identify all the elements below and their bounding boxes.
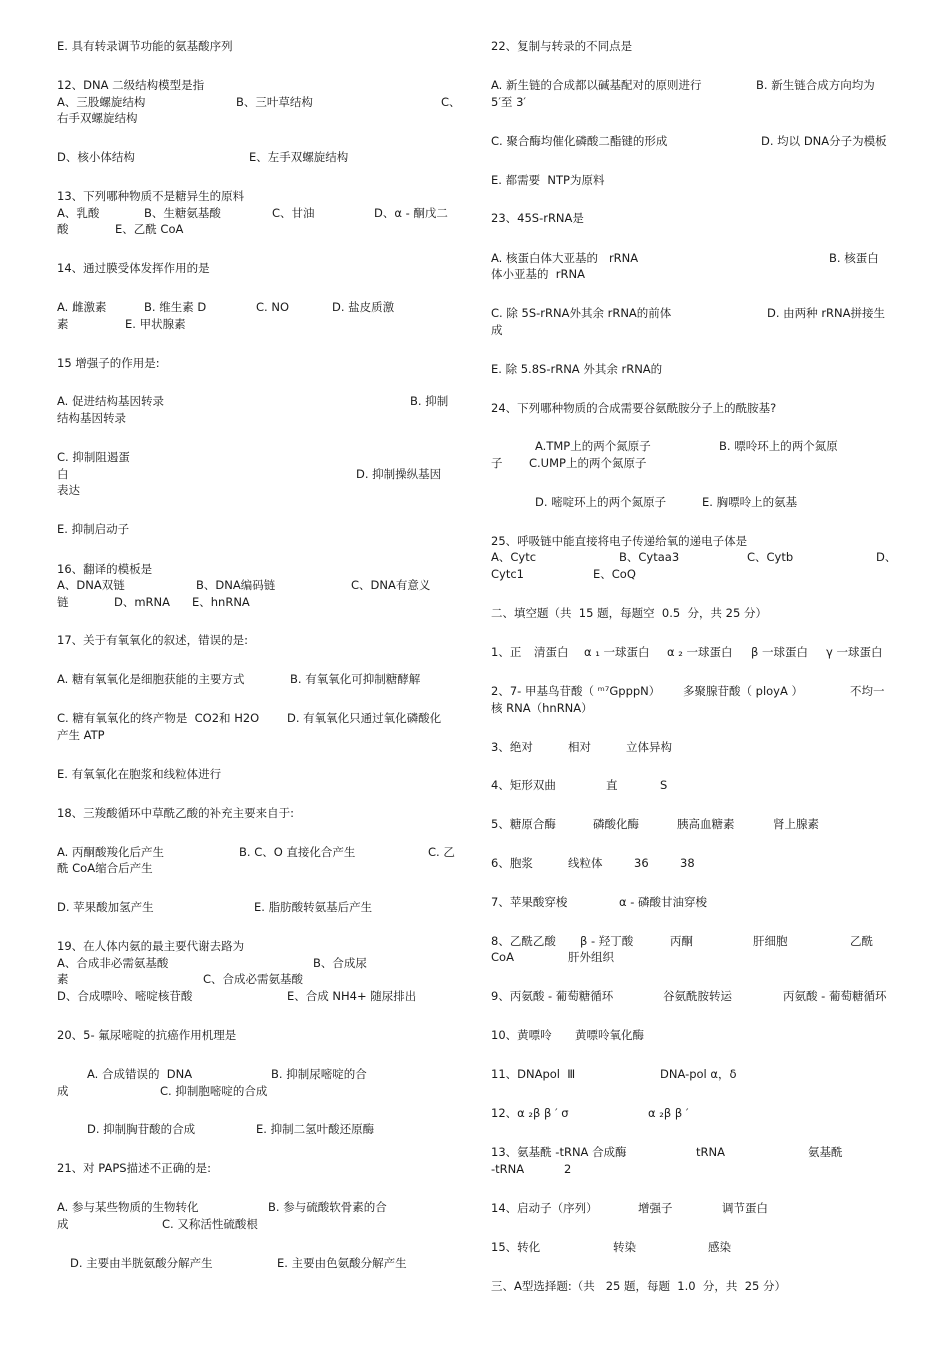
q13-option-b: B、生糖氨基酸 <box>144 206 221 220</box>
fill-7-item: 7、苹果酸穿梭 <box>491 895 568 909</box>
fill-11-item: 11、DNApol Ⅲ <box>491 1067 576 1081</box>
fill-15-item: 转染 <box>613 1240 636 1254</box>
q15-option-b-cont: 结构基因转录 <box>57 411 126 425</box>
q16-option-c-cont: 链 <box>57 595 69 609</box>
fill-13-item: 13、氨基酰 -tRNA 合成酶 <box>491 1145 627 1159</box>
q13-option-d-cont: 酸 <box>57 222 69 236</box>
fill-8-item: 肝细胞 <box>753 934 788 948</box>
q14-option-c: C. NO <box>256 300 289 314</box>
q23-option-d: D. 由两种 rRNA拼接生 <box>767 306 886 320</box>
q14-option-d-cont: 素 <box>57 317 69 331</box>
fill-3-item: 立体异构 <box>626 740 672 754</box>
fill-8-item: 8、乙酰乙酸 <box>491 934 556 948</box>
fill-5-item: 肾上腺素 <box>773 817 819 831</box>
q16-option-d: D、mRNA <box>114 595 171 609</box>
fill-7-item: α - 磷酸甘油穿梭 <box>619 895 708 909</box>
q25-option-b: B、Cytaa3 <box>619 550 680 564</box>
fill-8-cont: 肝外组织 <box>568 950 614 964</box>
q22-option-a: A. 新生链的合成都以碱基配对的原则进行 <box>491 78 702 92</box>
fill-5-item: 磷酸化酶 <box>593 817 639 831</box>
fill-13-item: tRNA <box>696 1145 725 1159</box>
q17-option-e: E. 有氧氧化在胞浆和线粒体进行 <box>57 767 222 781</box>
q13-option-a: A、乳酸 <box>57 206 100 220</box>
fill-10-item: 黄嘌呤氧化酶 <box>575 1028 644 1042</box>
q25-option-d: D、 <box>876 550 897 564</box>
fill-10-item: 10、黄嘌呤 <box>491 1028 552 1042</box>
fill-6-item: 6、胞浆 <box>491 856 533 870</box>
q24-option-b-cont: 子 <box>491 456 503 470</box>
q22-option-b: B. 新生链合成方向均为 <box>756 78 875 92</box>
q14-stem: 14、通过膜受体发挥作用的是 <box>57 261 210 275</box>
q23-option-b-cont: 体小亚基的 rRNA <box>491 267 585 281</box>
fill-15-item: 感染 <box>708 1240 731 1254</box>
q20-option-e: E. 抑制二氢叶酸还原酶 <box>256 1122 375 1136</box>
fill-6-item: 38 <box>680 856 695 870</box>
q21-option-b-cont: 成 <box>57 1217 69 1231</box>
section-2-title: 二、填空题（共 15 题，每题空 0.5 分，共 25 分） <box>491 606 767 620</box>
q12-stem: 12、DNA 二级结构模型是指 <box>57 78 205 92</box>
fill-13-item: 氨基酰 <box>808 1145 843 1159</box>
fill-3-item: 相对 <box>568 740 591 754</box>
q11-option-e: E. 具有转录调节功能的氨基酸序列 <box>57 39 233 53</box>
fill-2-item: 不均一 <box>850 684 885 698</box>
q25-option-d-cont: Cytc1 <box>491 567 524 581</box>
q16-option-c: C、DNA有意义 <box>351 578 431 592</box>
q17-stem: 17、关于有氧氧化的叙述，错误的是: <box>57 633 249 647</box>
fill-1-item: 清蛋白 <box>534 645 569 659</box>
q18-stem: 18、三羧酸循环中草酰乙酸的补充主要来自于: <box>57 806 295 820</box>
q13-stem: 13、下列哪种物质不是糖异生的原料 <box>57 189 245 203</box>
q20-stem: 20、5- 氟尿嘧啶的抗癌作用机理是 <box>57 1028 237 1042</box>
q17-option-d-cont: 产生 ATP <box>57 728 105 742</box>
q23-stem: 23、45S-rRNA是 <box>491 211 584 225</box>
fill-8-cont: CoA <box>491 950 514 964</box>
q20-option-b-cont: 成 <box>57 1084 69 1098</box>
q22-option-e: E. 都需要 NTP为原料 <box>491 173 605 187</box>
fill-12-item: 12、α ₂β β ′ σ <box>491 1106 569 1120</box>
q15-option-c-cont: 白 <box>57 467 69 481</box>
q21-option-d: D. 主要由半胱氨酸分解产生 <box>70 1256 213 1270</box>
q12-option-e: E、左手双螺旋结构 <box>249 150 349 164</box>
q21-option-c: C. 又称活性硫酸根 <box>162 1217 258 1231</box>
q15-option-c: C. 抑制阻遏蛋 <box>57 450 130 464</box>
section-3-title: 三、A型选择题:（共 25 题，每题 1.0 分，共 25 分） <box>491 1279 787 1293</box>
q12-option-c-text: 右手双螺旋结构 <box>57 111 138 125</box>
fill-14-item: 增强子 <box>638 1201 673 1215</box>
q23-option-a: A. 核蛋白体大亚基的 rRNA <box>491 251 639 265</box>
q12-option-c-mark: C、 <box>441 95 461 109</box>
fill-15-item: 15、转化 <box>491 1240 541 1254</box>
fill-13-cont: 2 <box>564 1162 572 1176</box>
q22-option-c: C. 聚合酶均催化磷酸二酯键的形成 <box>491 134 668 148</box>
q17-option-b: B. 有氧氧化可抑制糖酵解 <box>290 672 421 686</box>
fill-1-item: α ₂ 一球蛋白 <box>667 645 733 659</box>
q13-option-d: D、α - 酮戊二 <box>374 206 448 220</box>
fill-5-item: 胰高血糖素 <box>677 817 735 831</box>
q25-option-a: A、Cytc <box>491 550 537 564</box>
q25-option-c: C、Cytb <box>747 550 794 564</box>
fill-6-item: 线粒体 <box>568 856 603 870</box>
q17-option-d: D. 有氧氧化只通过氧化磷酸化 <box>287 711 442 725</box>
q20-option-a: A. 合成错误的 DNA <box>87 1067 193 1081</box>
q14-option-e: E. 甲状腺素 <box>125 317 186 331</box>
q24-option-e: E. 胸嘌呤上的氨基 <box>702 495 798 509</box>
q17-option-a: A. 糖有氧氧化是细胞获能的主要方式 <box>57 672 245 686</box>
q15-option-a: A. 促进结构基因转录 <box>57 394 164 408</box>
q23-option-b: B. 核蛋白 <box>829 251 879 265</box>
q20-option-c: C. 抑制胞嘧啶的合成 <box>160 1084 268 1098</box>
q21-option-a: A. 参与某些物质的生物转化 <box>57 1200 199 1214</box>
q14-option-a: A. 雌激素 <box>57 300 107 314</box>
fill-1-item: γ 一球蛋白 <box>826 645 883 659</box>
fill-14-item: 14、启动子（序列） <box>491 1201 598 1215</box>
fill-5-item: 5、糖原合酶 <box>491 817 556 831</box>
q14-option-b: B. 维生素 D <box>144 300 207 314</box>
q18-option-c-cont: 酰 CoA缩合后产生 <box>57 861 153 875</box>
q22-option-d: D. 均以 DNA分子为模板 <box>761 134 887 148</box>
fill-1-item: 1、正 <box>491 645 522 659</box>
q19-stem: 19、在人体内氨的最主要代谢去路为 <box>57 939 245 953</box>
q21-option-b: B. 参与硫酸软骨素的合 <box>268 1200 387 1214</box>
q18-option-e: E. 脂肪酸转氨基后产生 <box>254 900 373 914</box>
fill-12-item: α ₂β β ′ <box>648 1106 689 1120</box>
q12-option-b: B、三叶草结构 <box>236 95 313 109</box>
fill-8-item: 乙酰 <box>850 934 873 948</box>
q18-option-b: B. C、O 直接化合产生 <box>239 845 356 859</box>
q16-option-e: E、hnRNA <box>192 595 250 609</box>
q23-option-d-cont: 成 <box>491 323 503 337</box>
fill-4-item: S <box>660 778 668 792</box>
q25-stem: 25、呼吸链中能直接将电子传递给氧的递电子体是 <box>491 534 748 548</box>
q18-option-d: D. 苹果酸加氢产生 <box>57 900 154 914</box>
q19-option-d: D、合成嘌呤、嘧啶核苷酸 <box>57 989 193 1003</box>
q12-option-a: A、三股螺旋结构 <box>57 95 146 109</box>
q19-option-b-cont: 素 <box>57 972 69 986</box>
fill-9-item: 9、丙氨酸 - 葡萄糖循环 <box>491 989 614 1003</box>
q15-option-e: E. 抑制启动子 <box>57 522 130 536</box>
fill-13-cont: -tRNA <box>491 1162 525 1176</box>
fill-1-item: β 一球蛋白 <box>751 645 808 659</box>
q24-option-c: C.UMP上的两个氮原子 <box>529 456 647 470</box>
q15-option-d-cont: 表达 <box>57 483 80 497</box>
fill-8-item: 丙酮 <box>670 934 693 948</box>
fill-8-item: β - 羟丁酸 <box>580 934 634 948</box>
q13-option-c: C、甘油 <box>272 206 315 220</box>
q18-option-c: C. 乙 <box>428 845 455 859</box>
q25-option-e: E、CoQ <box>593 567 636 581</box>
q19-option-c: C、合成必需氨基酸 <box>203 972 304 986</box>
fill-6-item: 36 <box>634 856 649 870</box>
q15-stem: 15 增强子的作用是: <box>57 356 160 370</box>
q23-option-c: C. 除 5S-rRNA外其余 rRNA的前体 <box>491 306 672 320</box>
fill-9-item: 丙氨酸 - 葡萄糖循环 <box>783 989 887 1003</box>
q19-option-a: A、合成非必需氨基酸 <box>57 956 169 970</box>
q24-option-b: B. 嘌呤环上的两个氮原 <box>719 439 838 453</box>
fill-4-item: 4、矩形双曲 <box>491 778 556 792</box>
fill-9-item: 谷氨酰胺转运 <box>663 989 732 1003</box>
q17-option-c: C. 糖有氧氧化的终产物是 CO2和 H2O <box>57 711 260 725</box>
q16-option-a: A、DNA双链 <box>57 578 125 592</box>
q15-option-b: B. 抑制 <box>410 394 449 408</box>
q15-option-d: D. 抑制操纵基因 <box>356 467 442 481</box>
fill-11-item: DNA-pol α，δ <box>660 1067 737 1081</box>
q14-option-d: D. 盐皮质激 <box>332 300 395 314</box>
q21-option-e: E. 主要由色氨酸分解产生 <box>277 1256 407 1270</box>
fill-4-item: 直 <box>606 778 618 792</box>
q16-option-b: B、DNA编码链 <box>196 578 276 592</box>
q19-option-e: E、合成 NH4+ 随尿排出 <box>287 989 417 1003</box>
q13-option-e: E、乙酰 CoA <box>115 222 184 236</box>
fill-2-item: 2、7- 甲基鸟苷酸（ ᵐ⁷GpppN） <box>491 684 661 698</box>
q20-option-b: B. 抑制尿嘧啶的合 <box>271 1067 367 1081</box>
q16-stem: 16、翻译的模板是 <box>57 562 153 576</box>
fill-2-item: 多聚腺苷酸（ ployA ） <box>683 684 804 698</box>
fill-3-item: 3、绝对 <box>491 740 533 754</box>
q12-option-d: D、核小体结构 <box>57 150 135 164</box>
q18-option-a: A. 丙酮酸羧化后产生 <box>57 845 164 859</box>
q19-option-b: B、合成尿 <box>313 956 367 970</box>
q24-stem: 24、下列哪种物质的合成需要谷氨酰胺分子上的酰胺基? <box>491 401 777 415</box>
fill-1-item: α ₁ 一球蛋白 <box>584 645 650 659</box>
q20-option-d: D. 抑制胸苷酸的合成 <box>87 1122 196 1136</box>
q22-stem: 22、复制与转录的不同点是 <box>491 39 633 53</box>
q24-option-a: A.TMP上的两个氮原子 <box>535 439 651 453</box>
q21-stem: 21、对 PAPS描述不正确的是: <box>57 1161 211 1175</box>
fill-2-cont: 核 RNA（hnRNA） <box>491 701 593 715</box>
q22-option-b-cont: 5′至 3′ <box>491 95 527 109</box>
q24-option-d: D. 嘧啶环上的两个氮原子 <box>535 495 667 509</box>
q23-option-e: E. 除 5.8S-rRNA 外其余 rRNA的 <box>491 362 663 376</box>
fill-14-item: 调节蛋白 <box>722 1201 768 1215</box>
